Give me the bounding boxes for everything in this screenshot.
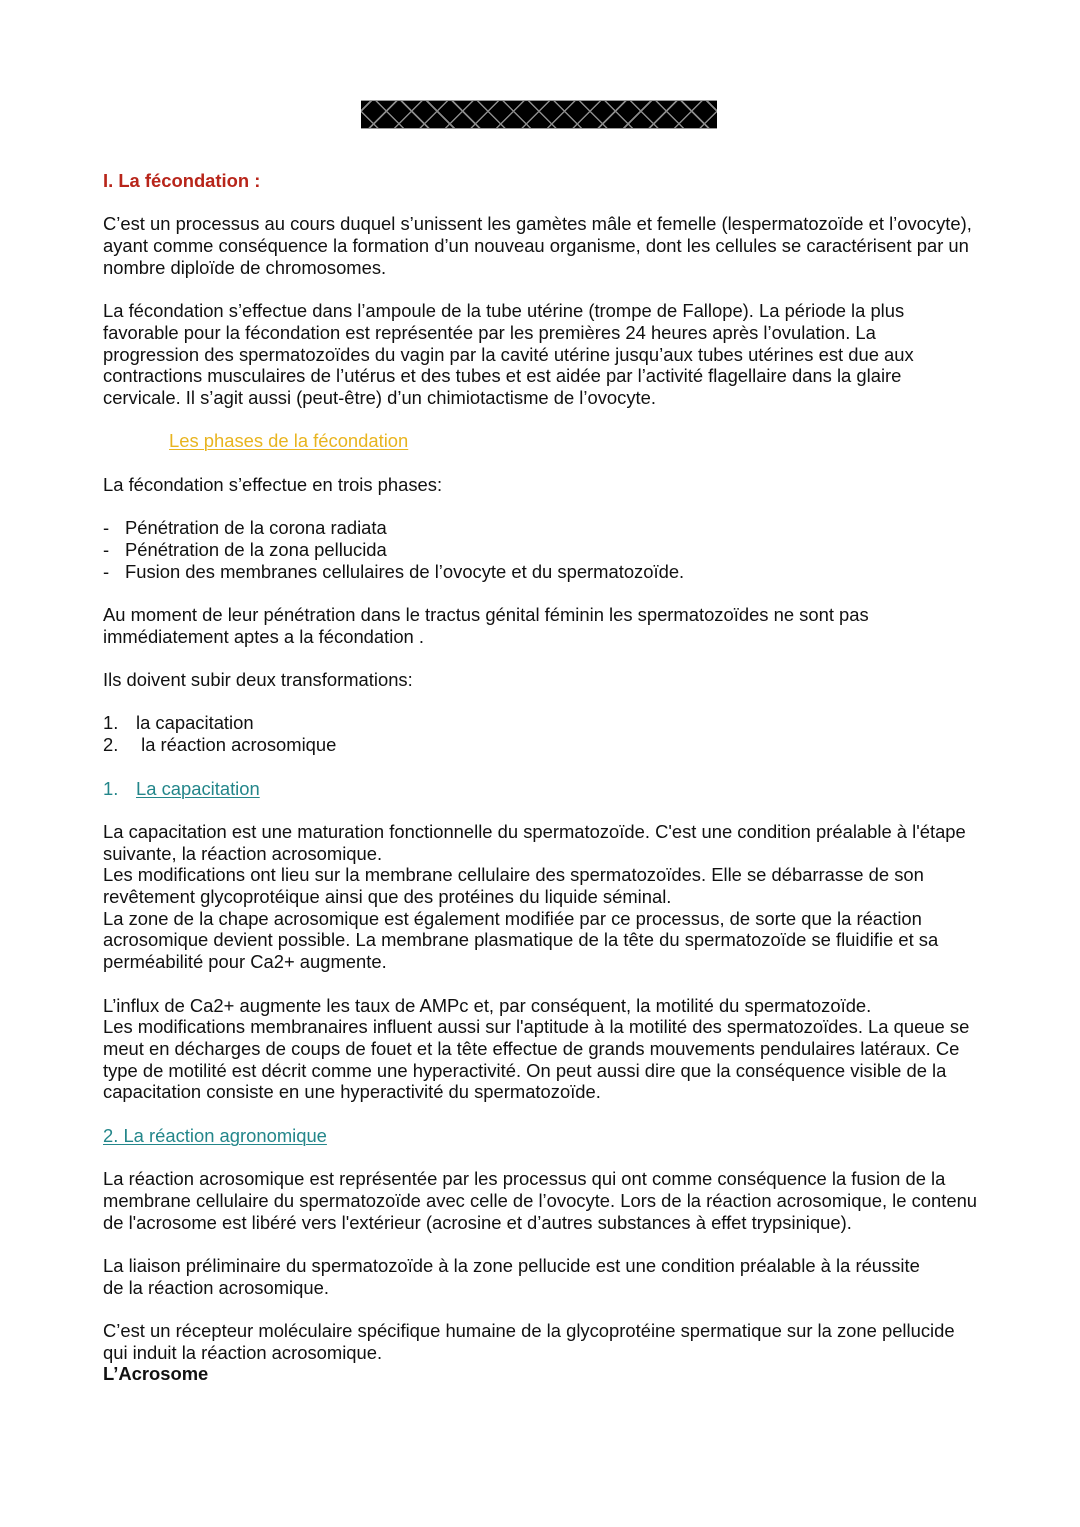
subheading-capacitation-text[interactable]: La capacitation bbox=[136, 777, 260, 799]
spacer bbox=[103, 647, 993, 669]
intro-paragraph: C’est un processus au cours duquel s’unissent les gamètes mâle et femelle (lespermatozoïde et l’ovocyte), ayant comme conséquence la formation d’un nouveau organisme, dont les cellules se caractérisent par un nombre diploïde de chromosomes. bbox=[103, 213, 972, 278]
capacitation-paragraph-2 bbox=[103, 995, 973, 1104]
phases-intro: La fécondation s’effectue en trois phases: bbox=[103, 473, 443, 495]
list-item-text: Pénétration de la zona pellucida bbox=[125, 538, 387, 560]
list-item bbox=[103, 517, 993, 539]
spacer bbox=[103, 495, 993, 517]
spacer bbox=[103, 582, 993, 604]
list-marker: - bbox=[103, 538, 110, 560]
spacer bbox=[103, 691, 993, 713]
list-item-text: la capacitation bbox=[136, 712, 254, 734]
acrosome-bold-label: L’Acrosome bbox=[103, 1363, 209, 1385]
acrosome-paragraph-2: La liaison préliminaire du spermatozoïde à la zone pellucide est une condition préalable à la réussite de la réaction acrosomique. bbox=[103, 1254, 920, 1298]
list-item bbox=[103, 561, 993, 583]
acrosome-paragraph-1: La réaction acrosomique est représentée par les processus qui ont comme conséquence la fusion de la membrane cellulaire du spermatozoïde avec celle de l’ovocyte. Lors de la réaction acrosomique, le contenu de l'acrosome est libéré vers l'extérieur (acrosine et d’autres substances à effet trypsinique). bbox=[103, 1168, 978, 1233]
capacitation-line: Les modifications membranaires influent aussi sur l'aptitude à la motilité des spermatozoïdes. La queue se meut en décharges de coups de fouet et la tête effectue de grands mouvements pendulaires latéraux. Ce type de motilité est décrit comme une hyperactivité. On peut aussi dire que la conséquence visible de la capacitation consiste en une hyperactivité du spermatozoïde. bbox=[103, 1016, 970, 1103]
transformations-intro: Ils doivent subir deux transformations: bbox=[103, 669, 413, 691]
capacitation-line: La zone de la chape acrosomique est également modifiée par ce processus, de sorte que la réaction acrosomique devient possible. La membrane plasmatique de la tête du spermatozoïde se fluidifie et sa perméabilité pour Ca2+ augmente. bbox=[103, 907, 939, 973]
list-item-text: Pénétration de la corona radiata bbox=[125, 517, 387, 539]
spacer bbox=[103, 1103, 993, 1125]
list-marker: 1. bbox=[103, 712, 119, 734]
spacer bbox=[103, 973, 993, 995]
subheading-acrosome-reaction-text[interactable]: 2. La réaction agronomique bbox=[103, 1124, 327, 1146]
capacitation-paragraph-1 bbox=[103, 821, 983, 973]
subheading-phases[interactable]: Les phases de la fécondation bbox=[169, 430, 409, 452]
phases-list bbox=[103, 517, 993, 582]
aptitude-paragraph: Au moment de leur pénétration dans le tractus génital féminin les spermatozoïdes ne sont pas immédiatement aptes a la fécondation . bbox=[103, 603, 869, 647]
spacer bbox=[103, 1146, 993, 1168]
list-item bbox=[103, 734, 993, 756]
subheading-acrosome-reaction[interactable] bbox=[103, 1125, 993, 1147]
document-body bbox=[103, 170, 993, 1385]
spacer bbox=[103, 452, 993, 474]
transformations-list bbox=[103, 712, 993, 755]
list-item-text: Fusion des membranes cellulaires de l’ovocyte et du spermatozoïde. bbox=[125, 560, 685, 582]
list-item-text: la réaction acrosomique bbox=[136, 734, 337, 756]
spacer bbox=[103, 1298, 993, 1320]
capacitation-line: L’influx de Ca2+ augmente les taux de AMPc et, par conséquent, la motilité du spermatozoïde. bbox=[103, 994, 872, 1016]
list-marker: - bbox=[103, 560, 110, 582]
location-paragraph: La fécondation s’effectue dans l’ampoule de la tube utérine (trompe de Fallope). La période la plus favorable pour la fécondation est représentée par les premières 24 heures après l’ovulation. La progression des spermatozoïdes du vagin par la cavité utérine jusqu’aux tubes utérines est due aux contractions musculaires de l’utérus et des tubes et est aidée par l’activité flagellaire dans la glaire cervicale. Il s’agit aussi (peut-être) d’un chimiotactisme de l’ovocyte. bbox=[103, 300, 914, 408]
section-heading-fecondation: I. La fécondation : bbox=[103, 170, 261, 191]
subheading-number: 1. bbox=[103, 777, 119, 799]
spacer bbox=[103, 409, 993, 431]
spacer bbox=[103, 1233, 993, 1255]
redacted-title-bar bbox=[361, 100, 717, 129]
acrosome-paragraph-3: C’est un récepteur moléculaire spécifique humaine de la glycoprotéine spermatique sur la zone pellucide qui induit la réaction acrosomique. bbox=[103, 1320, 955, 1363]
subheading-capacitation[interactable] bbox=[103, 778, 993, 800]
spacer bbox=[103, 756, 993, 778]
spacer bbox=[103, 799, 993, 821]
list-item bbox=[103, 539, 993, 561]
capacitation-line: La capacitation est une maturation fonctionnelle du spermatozoïde. C'est une condition préalable à l'étape suivante, la réaction acrosomique. bbox=[103, 820, 966, 864]
list-marker: - bbox=[103, 517, 110, 539]
list-item bbox=[103, 712, 993, 734]
spacer bbox=[103, 279, 993, 301]
list-marker: 2. bbox=[103, 734, 119, 756]
capacitation-line: Les modifications ont lieu sur la membrane cellulaire des spermatozoïdes. Elle se débarrasse de son revêtement glycoprotéique ainsi que des protéines du liquide séminal. bbox=[103, 864, 924, 908]
